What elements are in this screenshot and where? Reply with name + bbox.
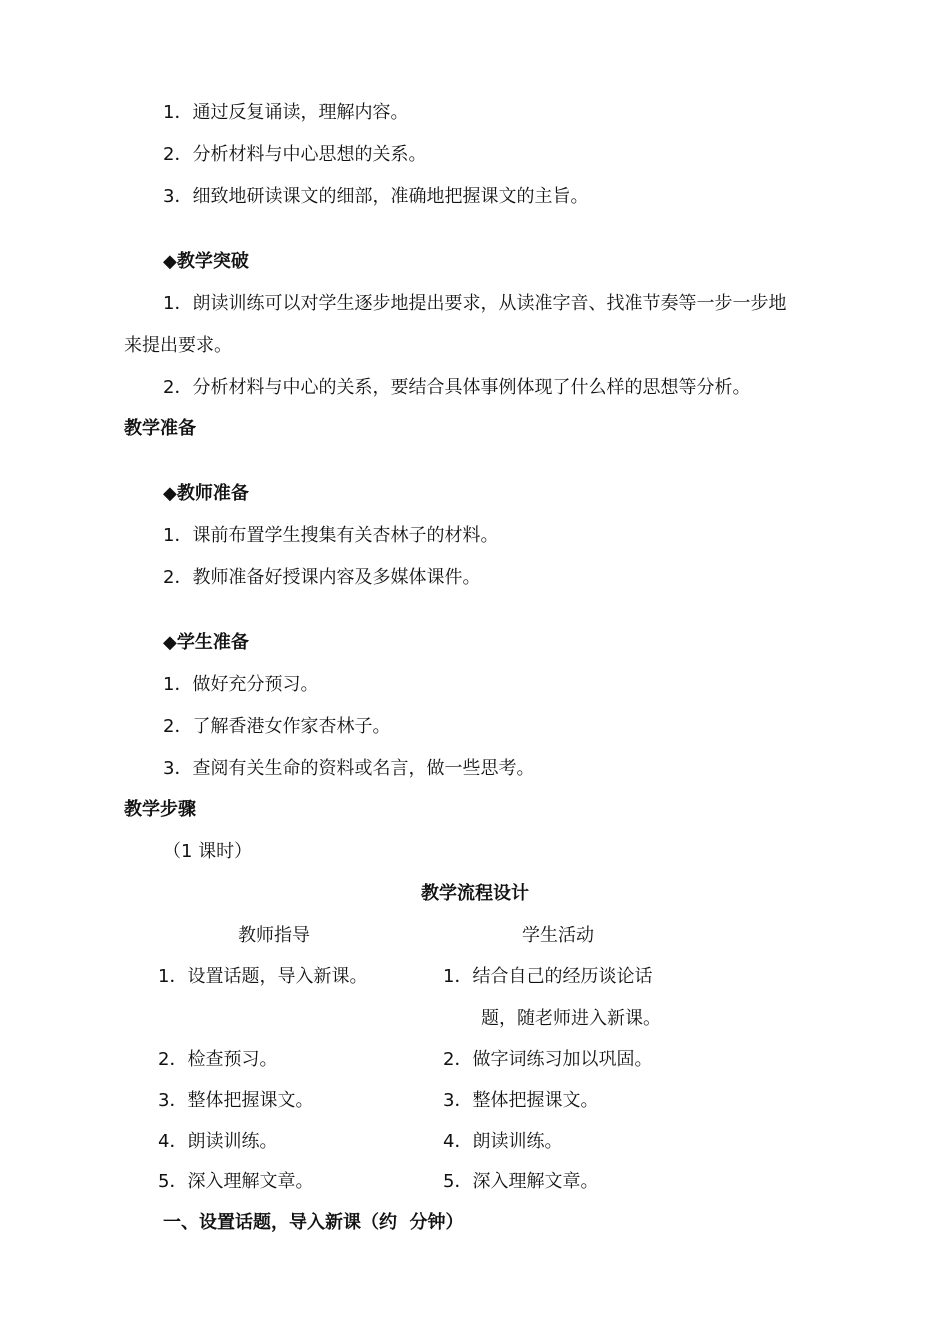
goal-item-3: 3．细致地研读课文的细部，准确地把握课文的主旨。: [163, 186, 589, 207]
flow-student-2: 2．做字词练习加以巩固。: [443, 1049, 653, 1070]
goal-item-1: 1．通过反复诵读，理解内容。: [163, 102, 409, 123]
flow-teacher-5: 5．深入理解文章。: [158, 1171, 314, 1192]
breakthrough-heading: ◆教学突破: [163, 251, 249, 272]
col-header-teacher: 教师指导: [238, 925, 310, 946]
breakthrough-item-1-cont: 来提出要求。: [124, 335, 232, 356]
steps-heading: 教学步骤: [124, 799, 196, 820]
flow-teacher-1: 1．设置话题，导入新课。: [158, 966, 368, 987]
teacher-prep-item-1: 1．课前布置学生搜集有关杏林子的材料。: [163, 525, 499, 546]
flow-teacher-4: 4．朗读训练。: [158, 1131, 278, 1152]
student-prep-item-2: 2．了解香港女作家杏林子。: [163, 716, 391, 737]
breakthrough-item-1: 1．朗读训练可以对学生逐步地提出要求，从读准字音、找准节奏等一步一步地: [163, 293, 787, 314]
flow-teacher-3: 3．整体把握课文。: [158, 1090, 314, 1111]
section-1-heading: 一、设置话题，导入新课（约 分钟）: [163, 1212, 464, 1233]
flow-student-3: 3．整体把握课文。: [443, 1090, 599, 1111]
flow-title: 教学流程设计: [421, 883, 529, 904]
flow-teacher-2: 2．检查预习。: [158, 1049, 278, 1070]
student-prep-item-1: 1．做好充分预习。: [163, 674, 319, 695]
prep-heading: 教学准备: [124, 418, 196, 439]
breakthrough-item-2: 2．分析材料与中心的关系，要结合具体事例体现了什么样的思想等分析。: [163, 377, 751, 398]
student-prep-item-3: 3．查阅有关生命的资料或名言，做一些思考。: [163, 758, 535, 779]
col-header-student: 学生活动: [522, 925, 594, 946]
flow-student-5: 5．深入理解文章。: [443, 1171, 599, 1192]
flow-student-1: 1．结合自己的经历谈论话: [443, 966, 653, 987]
flow-student-1-cont: 题，随老师进入新课。: [481, 1008, 661, 1029]
flow-student-4: 4．朗读训练。: [443, 1131, 563, 1152]
duration-note: （1 课时）: [163, 841, 253, 862]
teacher-prep-heading: ◆教师准备: [163, 483, 249, 504]
teacher-prep-item-2: 2．教师准备好授课内容及多媒体课件。: [163, 567, 481, 588]
goal-item-2: 2．分析材料与中心思想的关系。: [163, 144, 427, 165]
student-prep-heading: ◆学生准备: [163, 632, 249, 653]
